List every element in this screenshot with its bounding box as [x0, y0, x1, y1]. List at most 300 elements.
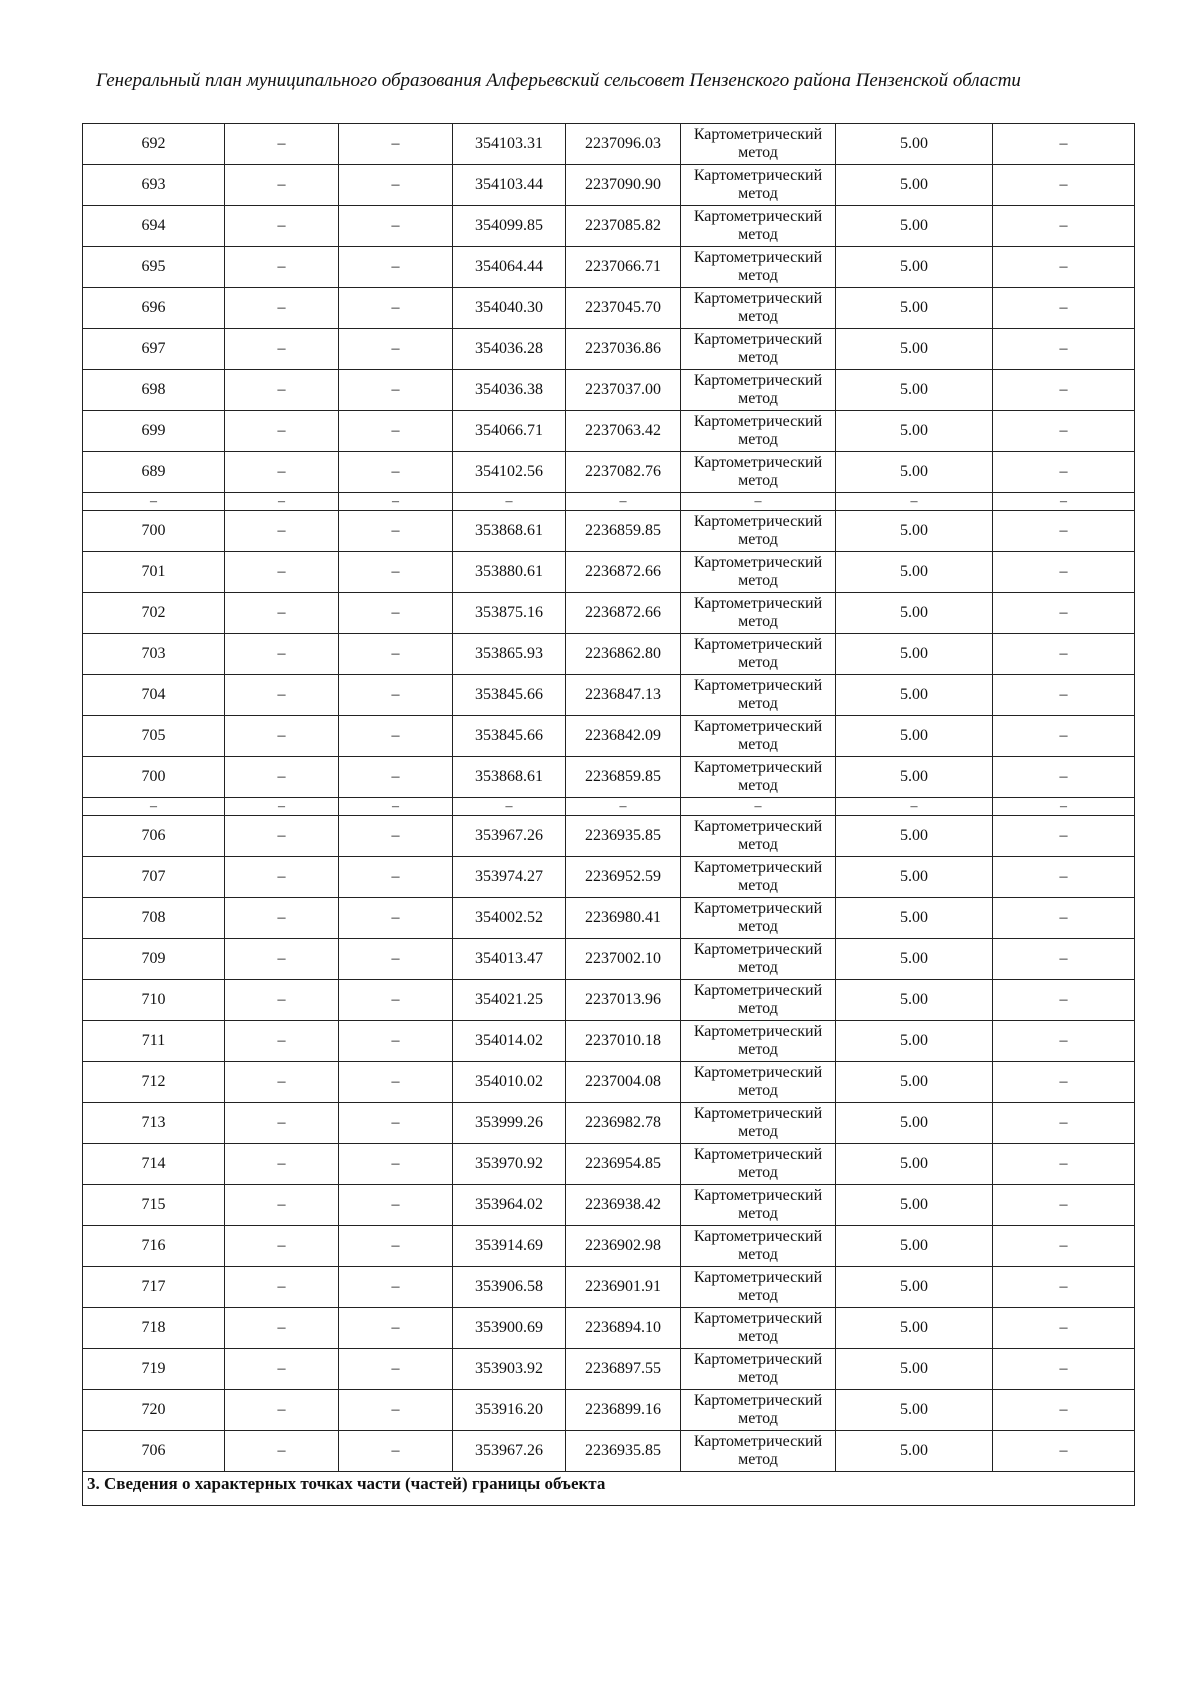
table-row: [83, 816, 1135, 857]
old-x-cell: –: [225, 165, 339, 206]
description-cell: –: [993, 1144, 1135, 1185]
x-coordinate-cell: 354010.02: [453, 1062, 566, 1103]
description-cell: –: [993, 716, 1135, 757]
accuracy-cell: –: [836, 493, 993, 511]
method-cell: Картометрический метод: [681, 1308, 836, 1349]
table-row: [83, 898, 1135, 939]
table-row: [83, 1226, 1135, 1267]
y-coordinate-cell: 2237010.18: [566, 1021, 681, 1062]
x-coordinate-cell: 353880.61: [453, 552, 566, 593]
old-y-cell: –: [339, 247, 453, 288]
y-coordinate-cell: 2236980.41: [566, 898, 681, 939]
accuracy-cell: 5.00: [836, 857, 993, 898]
y-coordinate-cell: 2236935.85: [566, 816, 681, 857]
description-cell: –: [993, 634, 1135, 675]
accuracy-cell: 5.00: [836, 452, 993, 493]
y-coordinate-cell: 2236842.09: [566, 716, 681, 757]
y-coordinate-cell: –: [566, 493, 681, 511]
description-cell: –: [993, 675, 1135, 716]
old-y-cell: –: [339, 329, 453, 370]
old-y-cell: –: [339, 634, 453, 675]
table-row: [83, 857, 1135, 898]
description-cell: –: [993, 1349, 1135, 1390]
accuracy-cell: 5.00: [836, 816, 993, 857]
old-y-cell: –: [339, 857, 453, 898]
description-cell: –: [993, 288, 1135, 329]
accuracy-cell: 5.00: [836, 757, 993, 798]
old-y-cell: –: [339, 165, 453, 206]
old-y-cell: –: [339, 1185, 453, 1226]
table-row: [83, 1021, 1135, 1062]
point-number-cell: 705: [83, 716, 225, 757]
accuracy-cell: 5.00: [836, 511, 993, 552]
table-row: [83, 288, 1135, 329]
table-row: [83, 716, 1135, 757]
method-cell: Картометрический метод: [681, 452, 836, 493]
x-coordinate-cell: 354064.44: [453, 247, 566, 288]
table-row: [83, 511, 1135, 552]
accuracy-cell: 5.00: [836, 411, 993, 452]
accuracy-cell: 5.00: [836, 1062, 993, 1103]
point-number-cell: 713: [83, 1103, 225, 1144]
x-coordinate-cell: 353868.61: [453, 511, 566, 552]
accuracy-cell: –: [836, 798, 993, 816]
table-row: [83, 411, 1135, 452]
old-y-cell: –: [339, 206, 453, 247]
x-coordinate-cell: 353999.26: [453, 1103, 566, 1144]
method-cell: Картометрический метод: [681, 247, 836, 288]
separator-row: [83, 798, 1135, 816]
accuracy-cell: 5.00: [836, 1185, 993, 1226]
accuracy-cell: 5.00: [836, 675, 993, 716]
old-x-cell: –: [225, 1021, 339, 1062]
table-row: [83, 939, 1135, 980]
method-cell: Картометрический метод: [681, 1349, 836, 1390]
coordinates-table: [82, 123, 1135, 1506]
description-cell: –: [993, 370, 1135, 411]
point-number-cell: 698: [83, 370, 225, 411]
point-number-cell: 708: [83, 898, 225, 939]
y-coordinate-cell: 2236954.85: [566, 1144, 681, 1185]
old-y-cell: –: [339, 939, 453, 980]
description-cell: –: [993, 1226, 1135, 1267]
old-y-cell: –: [339, 593, 453, 634]
old-x-cell: –: [225, 939, 339, 980]
table-row: [83, 593, 1135, 634]
x-coordinate-cell: 353903.92: [453, 1349, 566, 1390]
old-y-cell: –: [339, 452, 453, 493]
method-cell: Картометрический метод: [681, 124, 836, 165]
accuracy-cell: 5.00: [836, 898, 993, 939]
old-y-cell: –: [339, 1390, 453, 1431]
y-coordinate-cell: –: [566, 798, 681, 816]
x-coordinate-cell: 353967.26: [453, 1431, 566, 1472]
method-cell: Картометрический метод: [681, 1226, 836, 1267]
method-cell: Картометрический метод: [681, 370, 836, 411]
x-coordinate-cell: 353916.20: [453, 1390, 566, 1431]
x-coordinate-cell: –: [453, 493, 566, 511]
y-coordinate-cell: 2237037.00: [566, 370, 681, 411]
point-number-cell: 710: [83, 980, 225, 1021]
point-number-cell: 704: [83, 675, 225, 716]
old-y-cell: –: [339, 511, 453, 552]
old-x-cell: –: [225, 370, 339, 411]
old-x-cell: –: [225, 675, 339, 716]
description-cell: –: [993, 329, 1135, 370]
x-coordinate-cell: 353970.92: [453, 1144, 566, 1185]
description-cell: –: [993, 493, 1135, 511]
description-cell: –: [993, 798, 1135, 816]
description-cell: –: [993, 247, 1135, 288]
table-row: [83, 1185, 1135, 1226]
point-number-cell: 699: [83, 411, 225, 452]
section-heading: 3. Сведения о характерных точках части (частей) границы объекта: [83, 1472, 1135, 1506]
description-cell: –: [993, 452, 1135, 493]
description-cell: –: [993, 1431, 1135, 1472]
method-cell: Картометрический метод: [681, 857, 836, 898]
y-coordinate-cell: 2236935.85: [566, 1431, 681, 1472]
old-y-cell: –: [339, 1267, 453, 1308]
y-coordinate-cell: 2237004.08: [566, 1062, 681, 1103]
y-coordinate-cell: 2237085.82: [566, 206, 681, 247]
description-cell: –: [993, 552, 1135, 593]
description-cell: –: [993, 1103, 1135, 1144]
old-y-cell: –: [339, 288, 453, 329]
old-x-cell: –: [225, 552, 339, 593]
y-coordinate-cell: 2237090.90: [566, 165, 681, 206]
table-row: [83, 452, 1135, 493]
method-cell: Картометрический метод: [681, 1185, 836, 1226]
accuracy-cell: 5.00: [836, 288, 993, 329]
accuracy-cell: 5.00: [836, 980, 993, 1021]
method-cell: Картометрический метод: [681, 288, 836, 329]
point-number-cell: 694: [83, 206, 225, 247]
old-y-cell: –: [339, 493, 453, 511]
old-x-cell: –: [225, 1185, 339, 1226]
page-header: Генеральный план муниципального образования Алферьевский сельсовет Пензенского района Пензенской области: [96, 70, 1021, 91]
old-y-cell: –: [339, 757, 453, 798]
old-x-cell: –: [225, 798, 339, 816]
old-y-cell: –: [339, 411, 453, 452]
old-x-cell: –: [225, 511, 339, 552]
x-coordinate-cell: 354014.02: [453, 1021, 566, 1062]
method-cell: Картометрический метод: [681, 716, 836, 757]
old-y-cell: –: [339, 898, 453, 939]
description-cell: –: [993, 980, 1135, 1021]
old-x-cell: –: [225, 206, 339, 247]
old-x-cell: –: [225, 634, 339, 675]
accuracy-cell: 5.00: [836, 593, 993, 634]
old-y-cell: –: [339, 1144, 453, 1185]
table-row: [83, 1390, 1135, 1431]
x-coordinate-cell: 354103.44: [453, 165, 566, 206]
y-coordinate-cell: 2237096.03: [566, 124, 681, 165]
old-y-cell: –: [339, 1308, 453, 1349]
table-row: [83, 1349, 1135, 1390]
x-coordinate-cell: 353967.26: [453, 816, 566, 857]
method-cell: Картометрический метод: [681, 1144, 836, 1185]
method-cell: Картометрический метод: [681, 816, 836, 857]
old-x-cell: –: [225, 452, 339, 493]
x-coordinate-cell: 353914.69: [453, 1226, 566, 1267]
accuracy-cell: 5.00: [836, 1431, 993, 1472]
point-number-cell: –: [83, 493, 225, 511]
x-coordinate-cell: 354066.71: [453, 411, 566, 452]
old-x-cell: –: [225, 898, 339, 939]
x-coordinate-cell: 353964.02: [453, 1185, 566, 1226]
table-row: [83, 370, 1135, 411]
old-x-cell: –: [225, 1308, 339, 1349]
old-y-cell: –: [339, 1226, 453, 1267]
y-coordinate-cell: 2236899.16: [566, 1390, 681, 1431]
old-y-cell: –: [339, 675, 453, 716]
old-x-cell: –: [225, 288, 339, 329]
old-x-cell: –: [225, 593, 339, 634]
point-number-cell: 697: [83, 329, 225, 370]
table-row: [83, 980, 1135, 1021]
old-x-cell: –: [225, 329, 339, 370]
method-cell: Картометрический метод: [681, 675, 836, 716]
old-x-cell: –: [225, 1349, 339, 1390]
old-x-cell: –: [225, 1062, 339, 1103]
accuracy-cell: 5.00: [836, 124, 993, 165]
x-coordinate-cell: 354099.85: [453, 206, 566, 247]
coordinates-table-body: [83, 124, 1135, 1472]
table-row: [83, 165, 1135, 206]
table-row: [83, 1431, 1135, 1472]
method-cell: Картометрический метод: [681, 1021, 836, 1062]
old-y-cell: –: [339, 798, 453, 816]
accuracy-cell: 5.00: [836, 552, 993, 593]
method-cell: Картометрический метод: [681, 552, 836, 593]
old-x-cell: –: [225, 1144, 339, 1185]
old-x-cell: –: [225, 1390, 339, 1431]
old-y-cell: –: [339, 1021, 453, 1062]
x-coordinate-cell: 354036.38: [453, 370, 566, 411]
method-cell: Картометрический метод: [681, 206, 836, 247]
y-coordinate-cell: 2237045.70: [566, 288, 681, 329]
old-y-cell: –: [339, 816, 453, 857]
y-coordinate-cell: 2237002.10: [566, 939, 681, 980]
accuracy-cell: 5.00: [836, 1349, 993, 1390]
description-cell: –: [993, 124, 1135, 165]
description-cell: –: [993, 511, 1135, 552]
table-row: [83, 1267, 1135, 1308]
y-coordinate-cell: 2236872.66: [566, 552, 681, 593]
point-number-cell: –: [83, 798, 225, 816]
method-cell: Картометрический метод: [681, 939, 836, 980]
old-x-cell: –: [225, 1431, 339, 1472]
old-x-cell: –: [225, 716, 339, 757]
description-cell: –: [993, 857, 1135, 898]
y-coordinate-cell: 2236894.10: [566, 1308, 681, 1349]
old-y-cell: –: [339, 980, 453, 1021]
y-coordinate-cell: 2236862.80: [566, 634, 681, 675]
accuracy-cell: 5.00: [836, 939, 993, 980]
accuracy-cell: 5.00: [836, 1021, 993, 1062]
point-number-cell: 715: [83, 1185, 225, 1226]
accuracy-cell: 5.00: [836, 1308, 993, 1349]
description-cell: –: [993, 898, 1135, 939]
point-number-cell: 718: [83, 1308, 225, 1349]
accuracy-cell: 5.00: [836, 1103, 993, 1144]
point-number-cell: 707: [83, 857, 225, 898]
method-cell: Картометрический метод: [681, 757, 836, 798]
y-coordinate-cell: 2236938.42: [566, 1185, 681, 1226]
table-footer-row: [83, 1472, 1135, 1506]
table-row: [83, 247, 1135, 288]
old-x-cell: –: [225, 1226, 339, 1267]
x-coordinate-cell: 354021.25: [453, 980, 566, 1021]
old-y-cell: –: [339, 370, 453, 411]
accuracy-cell: 5.00: [836, 1226, 993, 1267]
point-number-cell: 714: [83, 1144, 225, 1185]
old-x-cell: –: [225, 816, 339, 857]
x-coordinate-cell: 354040.30: [453, 288, 566, 329]
old-x-cell: –: [225, 857, 339, 898]
point-number-cell: 712: [83, 1062, 225, 1103]
point-number-cell: 693: [83, 165, 225, 206]
description-cell: –: [993, 411, 1135, 452]
x-coordinate-cell: 353845.66: [453, 675, 566, 716]
y-coordinate-cell: 2236847.13: [566, 675, 681, 716]
point-number-cell: 700: [83, 511, 225, 552]
accuracy-cell: 5.00: [836, 1390, 993, 1431]
separator-row: [83, 493, 1135, 511]
point-number-cell: 716: [83, 1226, 225, 1267]
x-coordinate-cell: 353906.58: [453, 1267, 566, 1308]
old-y-cell: –: [339, 716, 453, 757]
accuracy-cell: 5.00: [836, 165, 993, 206]
table-row: [83, 206, 1135, 247]
method-cell: Картометрический метод: [681, 1062, 836, 1103]
accuracy-cell: 5.00: [836, 716, 993, 757]
x-coordinate-cell: –: [453, 798, 566, 816]
description-cell: –: [993, 939, 1135, 980]
method-cell: –: [681, 493, 836, 511]
old-x-cell: –: [225, 1267, 339, 1308]
description-cell: –: [993, 1062, 1135, 1103]
x-coordinate-cell: 353865.93: [453, 634, 566, 675]
old-y-cell: –: [339, 1349, 453, 1390]
old-y-cell: –: [339, 1062, 453, 1103]
old-x-cell: –: [225, 247, 339, 288]
table-row: [83, 124, 1135, 165]
y-coordinate-cell: 2236859.85: [566, 511, 681, 552]
description-cell: –: [993, 1185, 1135, 1226]
accuracy-cell: 5.00: [836, 247, 993, 288]
x-coordinate-cell: 353868.61: [453, 757, 566, 798]
point-number-cell: 702: [83, 593, 225, 634]
method-cell: Картометрический метод: [681, 411, 836, 452]
old-x-cell: –: [225, 411, 339, 452]
y-coordinate-cell: 2237013.96: [566, 980, 681, 1021]
description-cell: –: [993, 816, 1135, 857]
method-cell: Картометрический метод: [681, 1267, 836, 1308]
description-cell: –: [993, 1308, 1135, 1349]
method-cell: –: [681, 798, 836, 816]
point-number-cell: 692: [83, 124, 225, 165]
point-number-cell: 696: [83, 288, 225, 329]
table-row: [83, 1103, 1135, 1144]
description-cell: –: [993, 206, 1135, 247]
method-cell: Картометрический метод: [681, 1103, 836, 1144]
x-coordinate-cell: 354013.47: [453, 939, 566, 980]
accuracy-cell: 5.00: [836, 206, 993, 247]
table-row: [83, 675, 1135, 716]
point-number-cell: 706: [83, 816, 225, 857]
x-coordinate-cell: 353974.27: [453, 857, 566, 898]
y-coordinate-cell: 2236902.98: [566, 1226, 681, 1267]
accuracy-cell: 5.00: [836, 1144, 993, 1185]
point-number-cell: 717: [83, 1267, 225, 1308]
table-row: [83, 1144, 1135, 1185]
method-cell: Картометрический метод: [681, 898, 836, 939]
method-cell: Картометрический метод: [681, 1431, 836, 1472]
point-number-cell: 689: [83, 452, 225, 493]
y-coordinate-cell: 2237066.71: [566, 247, 681, 288]
method-cell: Картометрический метод: [681, 165, 836, 206]
description-cell: –: [993, 1021, 1135, 1062]
x-coordinate-cell: 353845.66: [453, 716, 566, 757]
point-number-cell: 719: [83, 1349, 225, 1390]
description-cell: –: [993, 1390, 1135, 1431]
x-coordinate-cell: 354036.28: [453, 329, 566, 370]
y-coordinate-cell: 2237082.76: [566, 452, 681, 493]
table-row: [83, 757, 1135, 798]
accuracy-cell: 5.00: [836, 634, 993, 675]
table-row: [83, 552, 1135, 593]
old-x-cell: –: [225, 1103, 339, 1144]
point-number-cell: 703: [83, 634, 225, 675]
old-y-cell: –: [339, 124, 453, 165]
y-coordinate-cell: 2236897.55: [566, 1349, 681, 1390]
old-y-cell: –: [339, 552, 453, 593]
y-coordinate-cell: 2237036.86: [566, 329, 681, 370]
old-x-cell: –: [225, 493, 339, 511]
point-number-cell: 720: [83, 1390, 225, 1431]
point-number-cell: 709: [83, 939, 225, 980]
x-coordinate-cell: 354002.52: [453, 898, 566, 939]
accuracy-cell: 5.00: [836, 329, 993, 370]
old-x-cell: –: [225, 980, 339, 1021]
description-cell: –: [993, 1267, 1135, 1308]
y-coordinate-cell: 2236859.85: [566, 757, 681, 798]
x-coordinate-cell: 353900.69: [453, 1308, 566, 1349]
method-cell: Картометрический метод: [681, 511, 836, 552]
x-coordinate-cell: 354102.56: [453, 452, 566, 493]
table-row: [83, 1308, 1135, 1349]
accuracy-cell: 5.00: [836, 370, 993, 411]
point-number-cell: 695: [83, 247, 225, 288]
point-number-cell: 701: [83, 552, 225, 593]
y-coordinate-cell: 2236982.78: [566, 1103, 681, 1144]
y-coordinate-cell: 2236901.91: [566, 1267, 681, 1308]
y-coordinate-cell: 2236952.59: [566, 857, 681, 898]
method-cell: Картометрический метод: [681, 634, 836, 675]
accuracy-cell: 5.00: [836, 1267, 993, 1308]
x-coordinate-cell: 354103.31: [453, 124, 566, 165]
description-cell: –: [993, 757, 1135, 798]
point-number-cell: 700: [83, 757, 225, 798]
old-x-cell: –: [225, 124, 339, 165]
method-cell: Картометрический метод: [681, 1390, 836, 1431]
y-coordinate-cell: 2237063.42: [566, 411, 681, 452]
table-row: [83, 1062, 1135, 1103]
point-number-cell: 706: [83, 1431, 225, 1472]
y-coordinate-cell: 2236872.66: [566, 593, 681, 634]
description-cell: –: [993, 593, 1135, 634]
